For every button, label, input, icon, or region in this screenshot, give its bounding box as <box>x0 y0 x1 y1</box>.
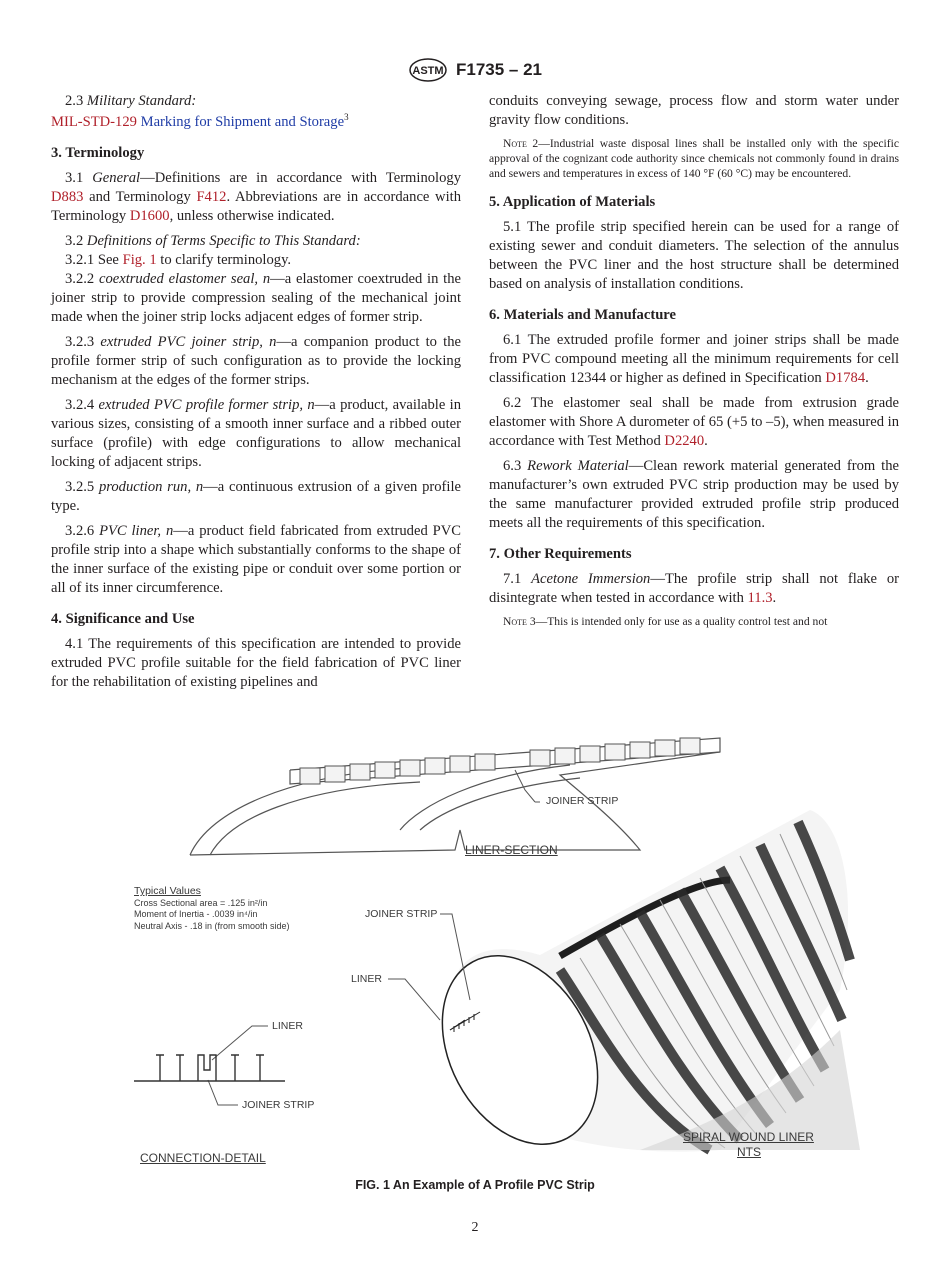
label-liner-detail: LINER <box>272 1020 303 1032</box>
para-6-1: 6.1 The extruded profile former and joiner strips shall be made from PVC compound meeting all the minimum requirements for cell classification 12344 or higher as defined in Specification D1784. <box>489 332 899 386</box>
left-column <box>51 92 461 698</box>
label-joiner-strip-detail: JOINER STRIP <box>242 1099 315 1111</box>
para-3-2-6: 3.2.6 PVC liner, n—a product field fabricated from extruded PVC profile strip into a shape which substantially conforms to the shape of the inner surface of the existing pipe or conduit over some portion or all of its inner circumference. <box>51 523 461 596</box>
astm-logo-icon <box>408 58 448 82</box>
para-3-2-4: 3.2.4 extruded PVC profile former strip, n—a product, available in various sizes, consisting of a smooth inner surface and a ribbed outer surface (profile) with edge configurations to allow mechanical locking of adjacent strips. <box>51 397 462 470</box>
label-spiral-wound-liner: SPIRAL WOUND LINER <box>683 1130 814 1144</box>
ref-11-3-link[interactable]: 11.3 <box>747 590 773 606</box>
right-column <box>489 92 899 641</box>
heading-significance: 4. Significance and Use <box>51 611 195 627</box>
label-liner-mid: LINER <box>351 973 382 985</box>
para-3-2-2: 3.2.2 coextruded elastomer seal, n—a elastomer coextruded in the joiner strip to provide compression sealing of the mechanical joint made when the joiner strip locks adjacent edges of former strip. <box>51 271 462 325</box>
ref-f412-link[interactable]: F412 <box>196 189 227 205</box>
standard-designation: F1735 – 21 <box>455 60 542 79</box>
label-joiner-strip-top: JOINER STRIP <box>546 795 619 807</box>
para-3-2: 3.2 Definitions of Terms Specific to This Standard: <box>65 233 361 249</box>
label-joiner-strip-mid: JOINER STRIP <box>365 908 438 920</box>
ref-d883-link[interactable]: D883 <box>51 189 84 205</box>
heading-application: 5. Application of Materials <box>489 194 656 210</box>
ref-d1784-link[interactable]: D1784 <box>825 370 866 386</box>
heading-terminology: 3. Terminology <box>51 145 145 161</box>
page-number: 2 <box>471 1220 479 1235</box>
para-4-1: 4.1 The requirements of this specification are intended to provide extruded PVC profile suitable for the field fabrication of PVC liner for the rehabilitation of existing pipelines and <box>51 636 461 690</box>
label-nts: NTS <box>737 1145 761 1159</box>
svg-text:ASTM: ASTM <box>412 65 444 77</box>
mil-std-link[interactable]: MIL-STD-129 <box>51 114 137 130</box>
connection-detail-drawing <box>134 1055 285 1081</box>
mil-std-reference: MIL-STD-129 Marking for Shipment and Storage$^3$ <box>51 112 349 130</box>
para-5-1: 5.1 The profile strip specified herein can be used for a range of existing sewer and conduit diameters. The selection of the annulus between the PVC liner and the host structure shall be determined based on analysis of installation conditions. <box>489 219 899 292</box>
para-6-2: 6.2 The elastomer seal shall be made from extrusion grade elastomer with Shore A durometer of 65 (+5 to –5), when measured in accordance with Test Method D2240. <box>489 395 899 449</box>
para-4-1-continued: conduits conveying sewage, process flow and storm water under gravity flow conditions. <box>489 93 899 128</box>
label-liner-section: LINER-SECTION <box>465 843 558 857</box>
typical-values: Typical Values Cross Sectional area = .125 in²/in Moment of Inertia - .0039 in⁴/in Neutral Axis - .18 in (from smooth side) <box>134 885 290 931</box>
profile-strip-illustration <box>120 730 860 1170</box>
para-7-1: 7.1 Acetone Immersion—The profile strip shall not flake or disintegrate when tested in accordance with 11.3. <box>489 571 899 606</box>
ref-d1600-link[interactable]: D1600 <box>129 208 170 224</box>
figure-caption: FIG. 1 An Example of A Profile PVC Strip <box>355 1178 595 1192</box>
liner-ribs <box>300 738 700 784</box>
heading-other-requirements: 7. Other Requirements <box>489 546 632 562</box>
page-header <box>0 58 950 82</box>
para-6-3: 6.3 Rework Material—Clean rework material generated from the manufacturer’s own extruded PVC strip production may be used by the same manufacturer provided extruded profile strip produced meets all the requirements of this specification. <box>489 458 899 531</box>
ref-d2240-link[interactable]: D2240 <box>664 433 705 449</box>
note-2: Note 2—Industrial waste disposal lines shall be installed only with the specific approval of the cognizant code authority since chemicals not commonly found in drains and sewers and temperatures in excess of 140 °F (60 °C) may be encountered. <box>489 137 899 180</box>
fig1-link[interactable]: Fig. 1 <box>122 252 157 268</box>
para-3-2-5: 3.2.5 production run, n—a continuous extrusion of a given profile type. <box>51 479 461 514</box>
mil-std-title[interactable]: Marking for Shipment and Storage <box>140 114 345 130</box>
section-2-3: 2.3 Military Standard: <box>65 93 197 109</box>
label-connection-detail: CONNECTION-DETAIL <box>140 1151 266 1165</box>
figure-1 <box>120 730 860 1170</box>
note-3: Note 3—This is intended only for use as a quality control test and not <box>503 615 828 628</box>
heading-materials: 6. Materials and Manufacture <box>489 307 676 323</box>
para-3-2-3: 3.2.3 extruded PVC joiner strip, n—a companion product to the profile former strip of such configuration as to provide the locking mechanism at the edges of the former strips. <box>51 334 461 388</box>
para-3-1: 3.1 General—Definitions are in accordance with Terminology D883 and Terminology F412. Abbreviations are in accordance with Terminology D1600, unless otherwise indicated. <box>51 170 462 224</box>
para-3-2-1: 3.2.1 See Fig. 1 to clarify terminology. <box>65 252 292 268</box>
